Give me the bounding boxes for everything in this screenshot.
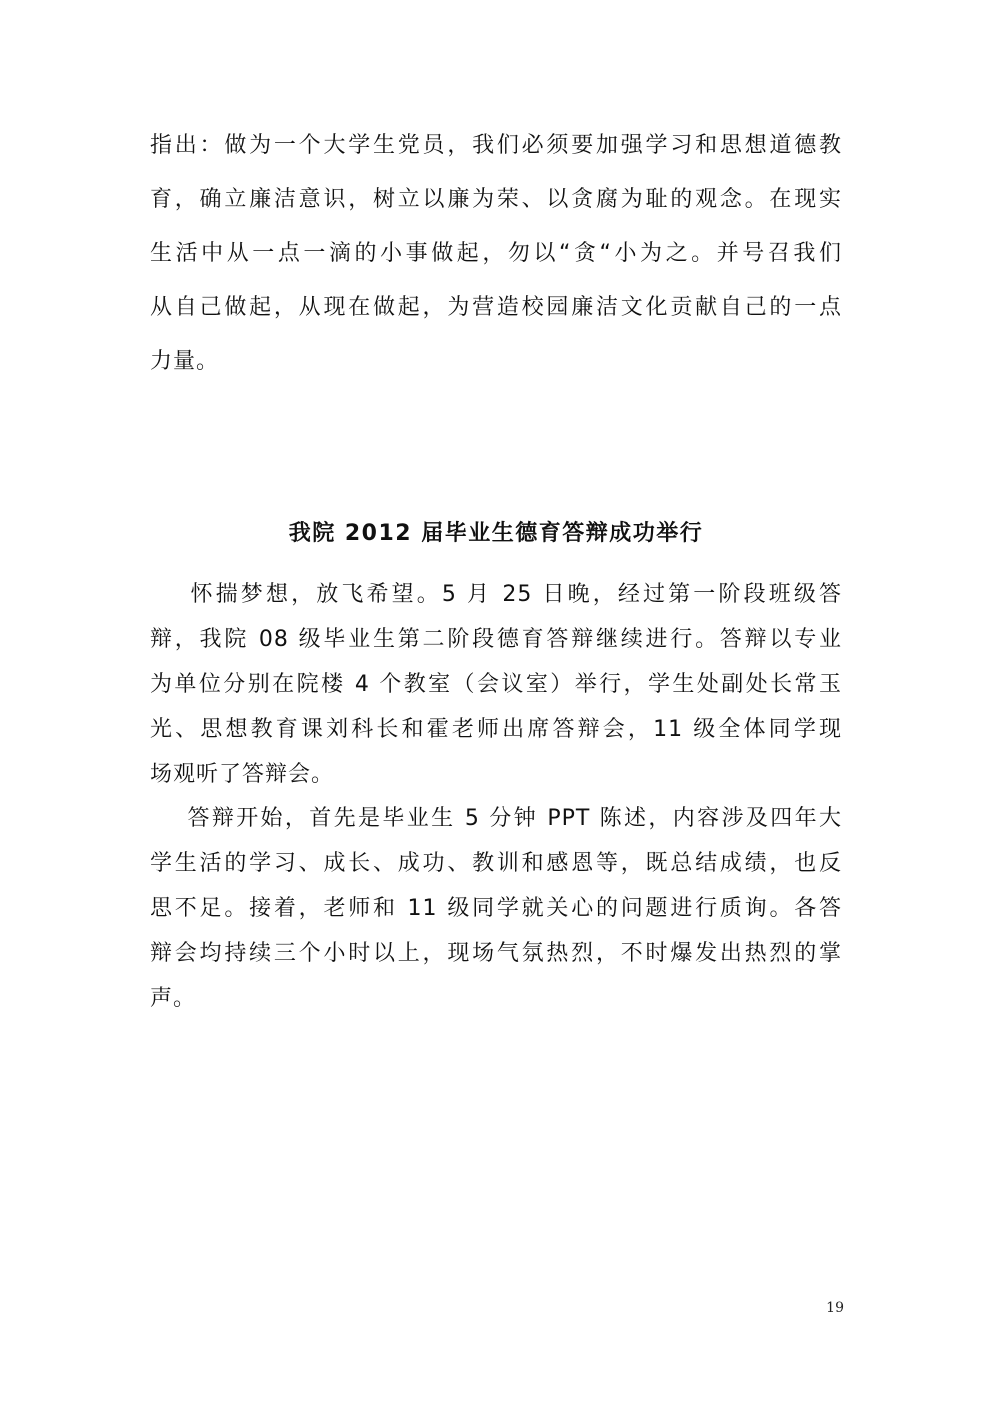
text-line: 育，确立廉洁意识，树立以廉为荣、以贪腐为耻的观念。在现实 <box>150 187 842 212</box>
article-paragraph-1 <box>150 572 842 797</box>
text-line: 指出：做为一个大学生党员，我们必须要加强学习和思想道德教 <box>150 133 842 158</box>
text-line: 声。 <box>150 986 197 1011</box>
continuation-paragraph <box>150 119 842 389</box>
text-line: 力量。 <box>150 349 220 374</box>
text-line: 为单位分别在院楼 4 个教室（会议室）举行，学生处副处长常玉 <box>150 672 842 697</box>
page-number: 19 <box>826 1300 844 1316</box>
article-paragraph-2 <box>150 796 842 1021</box>
text-line: 学生活的学习、成长、成功、教训和感恩等，既总结成绩，也反 <box>150 851 842 876</box>
text-line: 场观听了答辩会。 <box>150 762 335 787</box>
text-line: 辩，我院 08 级毕业生第二阶段德育答辩继续进行。答辩以专业 <box>150 627 842 652</box>
text-line: 思不足。接着，老师和 11 级同学就关心的问题进行质询。各答 <box>150 896 842 921</box>
text-line: 光、思想教育课刘科长和霍老师出席答辩会，11 级全体同学现 <box>150 717 842 742</box>
article-title: 我院 2012 届毕业生德育答辩成功举行 <box>288 521 704 546</box>
text-line: 生活中从一点一滴的小事做起，勿以“贪“小为之。并号召我们 <box>150 241 843 266</box>
text-line: 答辩开始，首先是毕业生 5 分钟 PPT 陈述，内容涉及四年大 <box>150 806 842 831</box>
text-line: 怀揣梦想，放飞希望。5 月 25 日晚，经过第一阶段班级答 <box>150 582 842 607</box>
text-line: 辩会均持续三个小时以上，现场气氛热烈，不时爆发出热烈的掌 <box>150 941 842 966</box>
text-line: 从自己做起，从现在做起，为营造校园廉洁文化贡献自己的一点 <box>150 295 842 320</box>
